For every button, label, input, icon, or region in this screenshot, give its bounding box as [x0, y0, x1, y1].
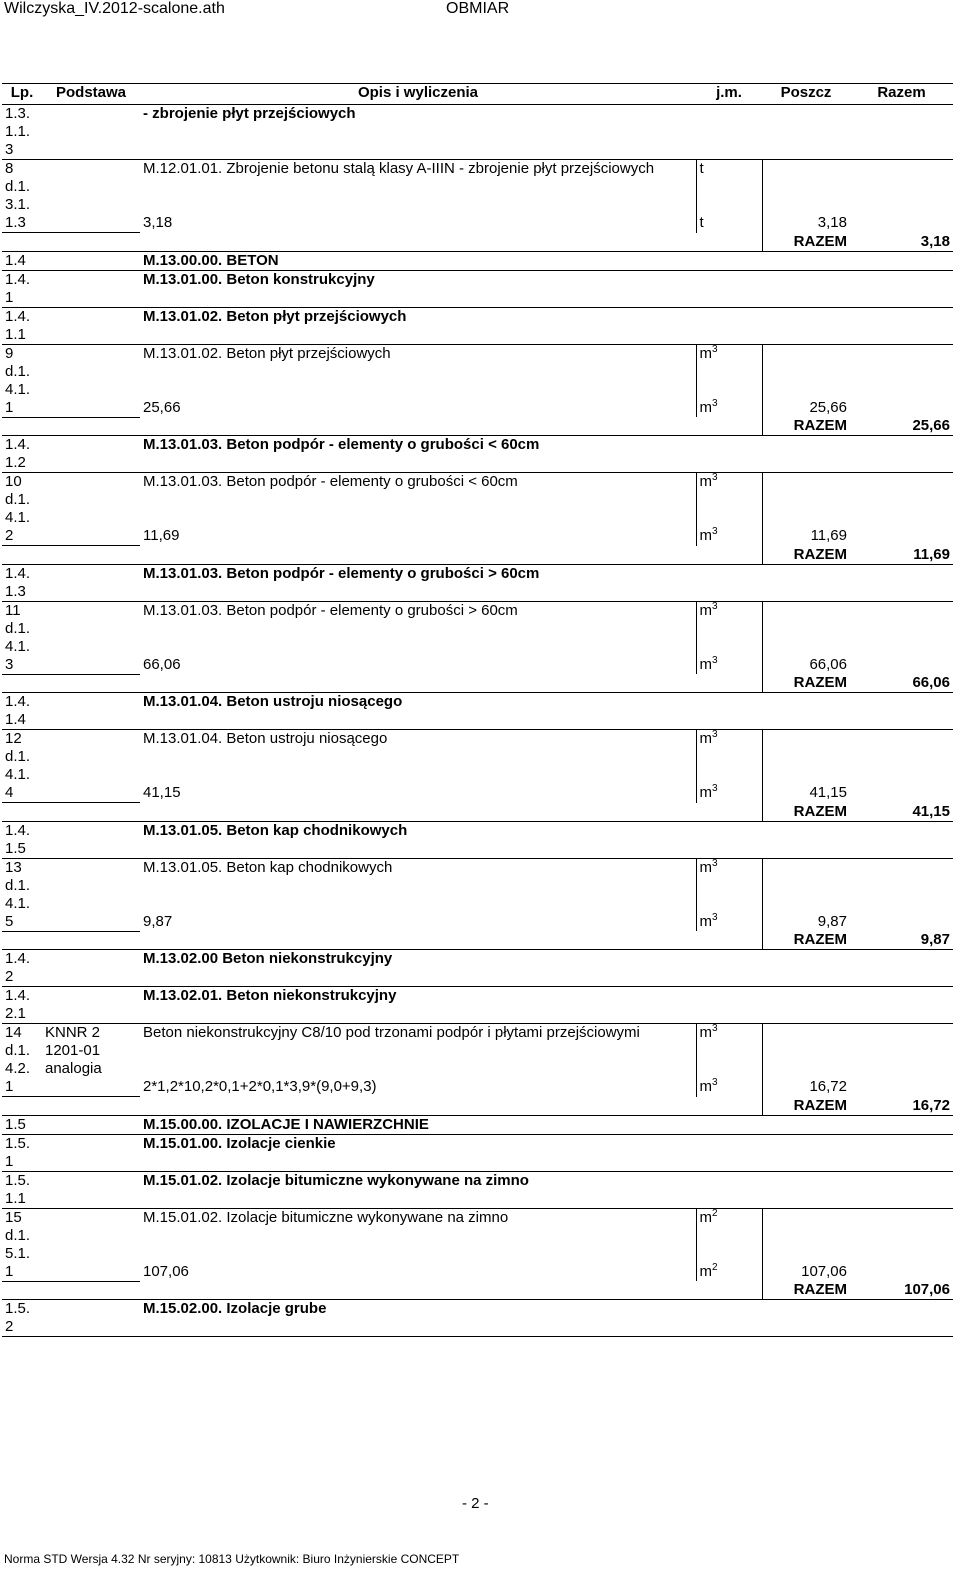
row-lp: 1.5. 1.1	[2, 1171, 42, 1208]
row-description: Beton niekonstrukcyjny C8/10 pod trzonami podpór i płytami przejściowymi	[143, 1024, 640, 1041]
row-description: M.13.01.05. Beton kap chodnikowych	[143, 858, 393, 876]
unit-exponent: 3	[712, 857, 718, 869]
razem-row	[2, 417, 953, 436]
calc-unit	[696, 784, 762, 803]
section-title: M.13.02.01. Beton niekonstrukcyjny	[140, 987, 953, 1024]
table-row	[2, 1208, 953, 1263]
row-podstawa	[42, 307, 140, 344]
calc-row	[2, 1263, 953, 1282]
row-calculation: 107,06	[143, 1262, 189, 1280]
section-row	[2, 436, 953, 473]
row-poszcz-empty	[762, 473, 850, 528]
unit-exponent: 2	[712, 1261, 718, 1273]
razem-value: 25,66	[850, 417, 953, 436]
razem-value: 11,69	[850, 546, 953, 565]
row-lp: 1.5	[2, 1115, 42, 1134]
razem-empty	[850, 913, 953, 932]
razem-value: 16,72	[850, 1097, 953, 1116]
razem-label: RAZEM	[762, 1281, 850, 1300]
row-podstawa: KNNR 2 1201-01 analogia	[42, 1024, 140, 1097]
unit-exponent: 3	[712, 397, 718, 409]
razem-spacer	[2, 803, 762, 822]
row-poszcz-empty	[762, 601, 850, 656]
section-row	[2, 307, 953, 344]
row-calculation: 41,15	[143, 784, 181, 801]
calc-row	[2, 656, 953, 675]
section-title: M.13.01.05. Beton kap chodnikowych	[140, 821, 953, 858]
razem-spacer	[2, 1097, 762, 1116]
row-description: M.13.01.03. Beton podpór - elementy o grubości > 60cm	[143, 601, 518, 619]
row-description: M.12.01.01. Zbrojenie betonu stalą klasy A-IIIN - zbrojenie płyt przejściowych	[143, 160, 655, 177]
unit-text: m	[699, 1024, 712, 1041]
poszcz-value: 11,69	[762, 527, 850, 546]
razem-empty	[850, 214, 953, 233]
calc-unit	[696, 1078, 762, 1097]
row-unit	[696, 858, 762, 913]
table-row	[2, 344, 953, 399]
unit-exponent: 3	[712, 343, 718, 355]
razem-value: 107,06	[850, 1281, 953, 1300]
row-lp: 13 d.1. 4.1. 5	[2, 858, 42, 931]
unit-text: m	[699, 1262, 712, 1280]
section-title: M.13.01.03. Beton podpór - elementy o grubości < 60cm	[140, 436, 953, 473]
row-lp: 1.5. 2	[2, 1300, 42, 1337]
unit-text: m	[699, 344, 712, 362]
section-row	[2, 105, 953, 160]
row-poszcz-empty	[762, 730, 850, 785]
row-lp: 1.4. 2	[2, 950, 42, 987]
calc-unit	[696, 656, 762, 675]
row-description: M.15.01.02. Izolacje bitumiczne wykonywane na zimno	[143, 1208, 509, 1226]
section-title: M.15.01.00. Izolacje cienkie	[140, 1134, 953, 1171]
razem-label: RAZEM	[762, 803, 850, 822]
row-lp: 1.4. 1.2	[2, 436, 42, 473]
row-podstawa	[42, 858, 140, 931]
row-poszcz-empty	[762, 160, 850, 215]
section-row	[2, 1115, 953, 1134]
table-header	[2, 84, 953, 105]
row-lp: 1.4. 1.5	[2, 821, 42, 858]
razem-label: RAZEM	[762, 931, 850, 950]
calc-unit	[696, 1263, 762, 1282]
razem-spacer	[2, 674, 762, 693]
unit-exponent: 3	[712, 472, 718, 483]
page-number: - 2 -	[462, 1495, 489, 1512]
row-podstawa	[42, 601, 140, 674]
row-unit	[696, 160, 762, 215]
row-lp: 11 d.1. 4.1. 3	[2, 601, 42, 674]
section-title: M.15.00.00. IZOLACJE I NAWIERZCHNIE	[140, 1115, 953, 1134]
poszcz-value: 41,15	[762, 784, 850, 803]
row-lp: 1.4. 2.1	[2, 987, 42, 1024]
row-description: M.13.01.04. Beton ustroju niosącego	[143, 730, 388, 747]
unit-exponent: 3	[712, 729, 718, 740]
table-row	[2, 601, 953, 656]
row-podstawa	[42, 251, 140, 270]
calc-row	[2, 399, 953, 418]
row-razem-empty	[850, 344, 953, 399]
col-razem: Razem	[850, 84, 953, 105]
row-calculation: 3,18	[143, 214, 173, 231]
razem-label: RAZEM	[762, 1097, 850, 1116]
table-body	[2, 105, 953, 1337]
calc-unit	[696, 214, 762, 233]
razem-spacer	[2, 546, 762, 565]
row-podstawa	[42, 1115, 140, 1134]
col-lp: Lp.	[2, 84, 42, 105]
poszcz-value: 9,87	[762, 913, 850, 932]
razem-spacer	[2, 233, 762, 252]
razem-value: 3,18	[850, 233, 953, 252]
row-razem-empty	[850, 473, 953, 528]
row-calculation: 2*1,2*10,2*0,1+2*0,1*3,9*(9,0+9,3)	[143, 1078, 377, 1095]
unit-exponent: 3	[712, 654, 718, 666]
unit-text: m	[699, 784, 712, 801]
section-title: M.13.02.00 Beton niekonstrukcyjny	[140, 950, 953, 987]
row-calculation: 25,66	[143, 398, 181, 416]
table-row	[2, 730, 953, 785]
poszcz-value: 16,72	[762, 1078, 850, 1097]
unit-exponent: 3	[712, 1023, 718, 1034]
row-lp: 1.4. 1	[2, 270, 42, 307]
row-description: M.13.01.03. Beton podpór - elementy o grubości < 60cm	[143, 473, 518, 490]
row-poszcz-empty	[762, 1208, 850, 1263]
razem-spacer	[2, 931, 762, 950]
section-title: M.13.01.00. Beton konstrukcyjny	[140, 270, 953, 307]
poszcz-value: 3,18	[762, 214, 850, 233]
unit-text: m	[699, 398, 712, 416]
row-podstawa	[42, 436, 140, 473]
unit-text: m	[699, 655, 712, 673]
unit-text: m	[699, 858, 712, 876]
section-row	[2, 1171, 953, 1208]
calc-unit	[696, 399, 762, 418]
razem-row	[2, 233, 953, 252]
razem-empty	[850, 1078, 953, 1097]
section-title: M.13.00.00. BETON	[140, 251, 953, 270]
razem-row	[2, 1281, 953, 1300]
row-podstawa	[42, 1208, 140, 1281]
section-row	[2, 251, 953, 270]
razem-label: RAZEM	[762, 233, 850, 252]
table-row	[2, 858, 953, 913]
row-poszcz-empty	[762, 344, 850, 399]
table-row	[2, 473, 953, 528]
row-razem-empty	[850, 160, 953, 215]
row-unit	[696, 601, 762, 656]
razem-label: RAZEM	[762, 674, 850, 693]
razem-label: RAZEM	[762, 417, 850, 436]
unit-text: t	[699, 160, 704, 177]
unit-text: m	[699, 1208, 712, 1226]
row-lp: 1.3. 1.1. 3	[2, 105, 42, 160]
row-razem-empty	[850, 730, 953, 785]
calc-row	[2, 214, 953, 233]
poszcz-value: 107,06	[762, 1263, 850, 1282]
razem-value: 66,06	[850, 674, 953, 693]
razem-empty	[850, 656, 953, 675]
row-calculation: 9,87	[143, 912, 173, 930]
calc-unit	[696, 913, 762, 932]
row-unit	[696, 730, 762, 785]
poszcz-value: 25,66	[762, 399, 850, 418]
col-podstawa: Podstawa	[42, 84, 140, 105]
row-razem-empty	[850, 1208, 953, 1263]
col-poszcz: Poszcz	[762, 84, 850, 105]
row-podstawa	[42, 473, 140, 546]
row-podstawa	[42, 344, 140, 417]
row-poszcz-empty	[762, 1024, 850, 1079]
col-opis: Opis i wyliczenia	[140, 84, 696, 105]
unit-text: m	[699, 473, 712, 490]
unit-exponent: 3	[712, 1077, 718, 1088]
row-lp: 1.5. 1	[2, 1134, 42, 1171]
unit-exponent: 3	[712, 911, 718, 923]
section-title: M.15.01.02. Izolacje bitumiczne wykonywane na zimno	[140, 1171, 953, 1208]
row-lp: 10 d.1. 4.1. 2	[2, 473, 42, 546]
row-podstawa	[42, 1171, 140, 1208]
table-row	[2, 1024, 953, 1079]
razem-empty	[850, 1263, 953, 1282]
unit-text: m	[699, 912, 712, 930]
row-lp: 9 d.1. 4.1. 1	[2, 344, 42, 417]
section-row	[2, 564, 953, 601]
row-podstawa	[42, 1300, 140, 1337]
row-lp: 8 d.1. 3.1. 1.3	[2, 160, 42, 233]
row-podstawa	[42, 105, 140, 160]
row-podstawa	[42, 987, 140, 1024]
document-type: OBMIAR	[446, 0, 510, 17]
row-unit	[696, 344, 762, 399]
razem-empty	[850, 399, 953, 418]
calc-row	[2, 527, 953, 546]
row-razem-empty	[850, 858, 953, 913]
footer-text: Norma STD Wersja 4.32 Nr seryjny: 10813 Użytkownik: Biuro Inżynierskie CONCEPT	[4, 1552, 460, 1566]
unit-exponent: 3	[712, 526, 718, 537]
row-razem-empty	[850, 601, 953, 656]
row-unit	[696, 473, 762, 528]
row-lp: 14 d.1. 4.2. 1	[2, 1024, 42, 1097]
row-podstawa	[42, 1134, 140, 1171]
row-podstawa	[42, 270, 140, 307]
table-row	[2, 160, 953, 215]
razem-row	[2, 803, 953, 822]
row-podstawa	[42, 950, 140, 987]
calc-row	[2, 784, 953, 803]
row-unit	[696, 1024, 762, 1079]
unit-exponent: 3	[712, 783, 718, 794]
section-row	[2, 270, 953, 307]
calc-unit	[696, 527, 762, 546]
section-row	[2, 987, 953, 1024]
section-row	[2, 950, 953, 987]
unit-text: m	[699, 601, 712, 619]
row-calculation: 11,69	[143, 527, 180, 544]
row-description: M.13.01.02. Beton płyt przejściowych	[143, 344, 391, 362]
row-lp: 15 d.1. 5.1. 1	[2, 1208, 42, 1281]
measurement-table	[2, 83, 953, 1337]
razem-row	[2, 1097, 953, 1116]
unit-text: t	[699, 214, 704, 231]
razem-value: 41,15	[850, 803, 953, 822]
row-podstawa	[42, 564, 140, 601]
section-row	[2, 693, 953, 730]
row-unit	[696, 1208, 762, 1263]
row-lp: 1.4. 1.1	[2, 307, 42, 344]
razem-empty	[850, 784, 953, 803]
row-podstawa	[42, 730, 140, 803]
section-title: M.15.02.00. Izolacje grube	[140, 1300, 953, 1337]
calc-row	[2, 1078, 953, 1097]
unit-exponent: 2	[712, 1207, 718, 1219]
section-title: M.13.01.04. Beton ustroju niosącego	[140, 693, 953, 730]
razem-spacer	[2, 1281, 762, 1300]
razem-row	[2, 674, 953, 693]
razem-empty	[850, 527, 953, 546]
row-lp: 1.4. 1.4	[2, 693, 42, 730]
section-row	[2, 1300, 953, 1337]
razem-value: 9,87	[850, 931, 953, 950]
section-row	[2, 821, 953, 858]
calc-row	[2, 913, 953, 932]
unit-text: m	[699, 527, 712, 544]
section-title: - zbrojenie płyt przejściowych	[140, 105, 953, 160]
razem-label: RAZEM	[762, 546, 850, 565]
unit-exponent: 3	[712, 600, 718, 612]
row-poszcz-empty	[762, 858, 850, 913]
row-podstawa	[42, 821, 140, 858]
row-calculation: 66,06	[143, 655, 181, 673]
poszcz-value: 66,06	[762, 656, 850, 675]
col-jm: j.m.	[696, 84, 762, 105]
section-title: M.13.01.03. Beton podpór - elementy o grubości > 60cm	[140, 564, 953, 601]
unit-text: m	[699, 730, 712, 747]
section-row	[2, 1134, 953, 1171]
section-title: M.13.01.02. Beton płyt przejściowych	[140, 307, 953, 344]
file-name: Wilczyska_IV.2012-scalone.ath	[4, 0, 225, 17]
razem-row	[2, 931, 953, 950]
razem-spacer	[2, 417, 762, 436]
row-podstawa	[42, 693, 140, 730]
row-podstawa	[42, 160, 140, 233]
row-razem-empty	[850, 1024, 953, 1079]
row-lp: 1.4. 1.3	[2, 564, 42, 601]
row-lp: 12 d.1. 4.1. 4	[2, 730, 42, 803]
row-lp: 1.4	[2, 251, 42, 270]
unit-text: m	[699, 1078, 712, 1095]
razem-row	[2, 546, 953, 565]
